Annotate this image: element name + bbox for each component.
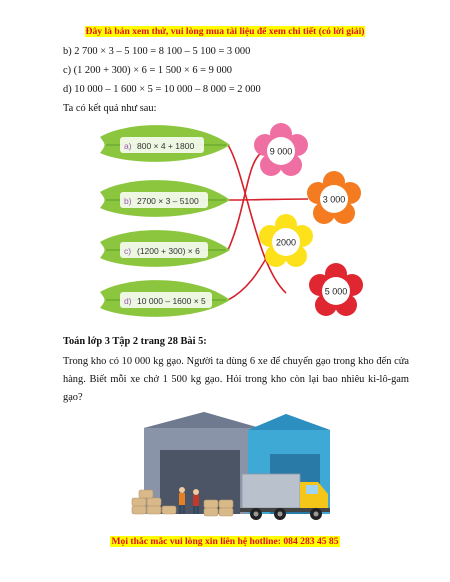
solution-line-d: d) 10 000 – 1 600 × 5 = 10 000 – 8 000 = 2 000 (63, 84, 261, 95)
leaf-c-expression: (1200 + 300) × 6 (137, 246, 200, 256)
problem-text: Trong kho có 10 000 kg gạo. Người ta dùng 6 xe để chuyển gạo trong kho đến cửa hàng. Biết mỗi xe chở 1 500 kg gạo. Hỏi trong kho còn lại bao nhiêu ki-lô-gam gạo? (63, 356, 409, 403)
solution-line-b: b) 2 700 × 3 – 5 100 = 8 100 – 5 100 = 3 000 (63, 46, 251, 57)
leaf-d (100, 280, 230, 317)
connector-c (228, 153, 261, 250)
leaf-d-expression: 10 000 – 1600 × 5 (137, 296, 206, 306)
problem-title: Toán lớp 3 Tập 2 trang 28 Bài 5: (63, 336, 207, 347)
leaf-a-expression: 800 × 4 + 1800 (137, 141, 195, 151)
flower-orange-value: 3 000 (322, 194, 346, 205)
flower-yellow (259, 214, 313, 267)
hotline-banner (0, 536, 450, 547)
flower-pink-value: 9 000 (269, 146, 293, 157)
leaf-c (100, 230, 230, 267)
hotline-banner-text: Mọi thắc mắc vui lòng xin liên hệ hotline: 084 283 45 85 (111, 536, 339, 547)
solution-line-c: c) (1 200 + 300) × 6 = 1 500 × 6 = 9 000 (63, 65, 232, 76)
leaf-d-letter: d) (124, 296, 132, 306)
connector-b (228, 199, 308, 200)
preview-banner (0, 26, 450, 37)
flower-yellow-value: 2000 (275, 237, 297, 248)
matching-figure (96, 115, 366, 330)
flower-orange (307, 171, 361, 224)
leaf-b (100, 180, 230, 217)
leaf-b-letter: b) (124, 196, 132, 206)
flower-red (309, 263, 363, 316)
leaf-b-expression: 2700 × 3 – 5100 (137, 196, 199, 206)
flower-pink (254, 123, 308, 176)
result-intro: Ta có kết quả như sau: (63, 103, 157, 114)
leaf-a-letter: a) (124, 141, 132, 151)
flower-red-value: 5 000 (324, 286, 348, 297)
leaf-a (100, 125, 230, 162)
preview-banner-text: Đây là bản xem thử, vui lòng mua tài liệu để xem chi tiết (có lời giải) (85, 26, 365, 37)
leaf-c-letter: c) (124, 246, 132, 256)
warehouse-illustration (130, 410, 340, 522)
